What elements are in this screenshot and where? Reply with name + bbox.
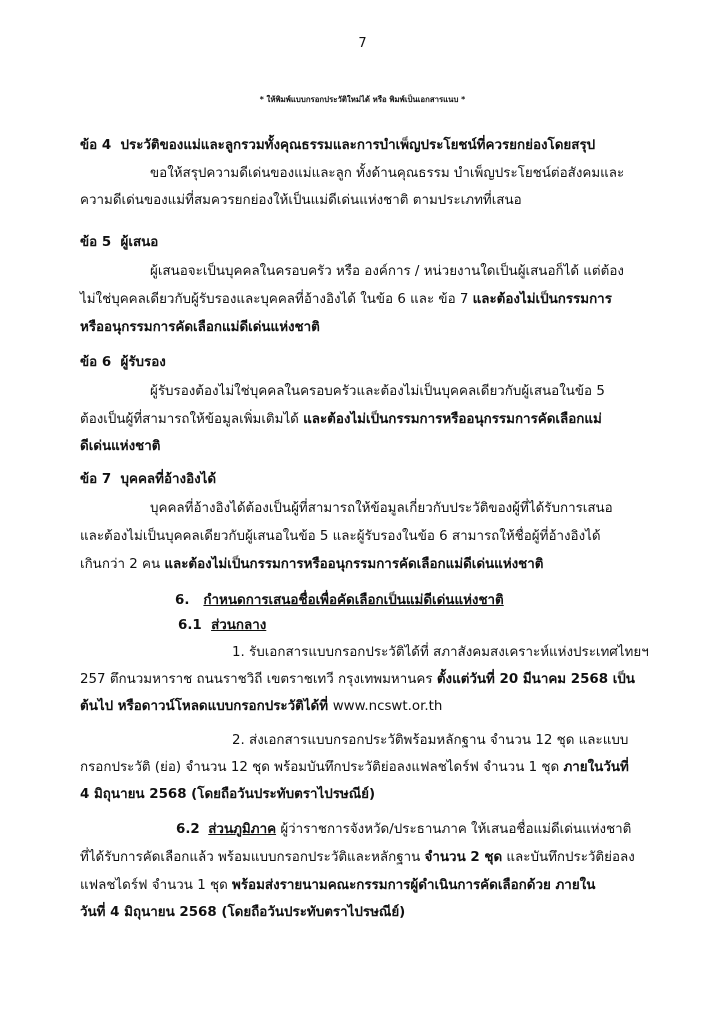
section-7-line-3 [80, 555, 544, 575]
item-2-line-2-text: กรอกประวัติ (ย่อ) จำนวน 12 ชุด พร้อมบันทึกประวัติย่อลงแฟลชไดร์ฟ จำนวน 1 ชุด [80, 760, 564, 775]
section-5-line-3: หรืออนุกรรมการคัดเลือกแม่ดีเด่นแห่งชาติ [80, 320, 320, 335]
section-6-number: ข้อ 6 [80, 355, 112, 370]
item-2-line-2 [80, 758, 629, 778]
section-6-line-2 [80, 410, 602, 430]
section-7-line-2: และต้องไม่เป็นบุคคลเดียวกับผู้เสนอในข้อ 5 และผู้รับรองในข้อ 6 สามารถให้ชื่อผู้ที่อ้างอิงได้ [80, 529, 601, 544]
subsection-6-2-line-3-bold: พร้อมส่งรายนามคณะกรรมการผู้ดำเนินการคัดเลือกด้วย ภายใน [232, 878, 596, 893]
section-4-line-1: ขอให้สรุปความดีเด่นของแม่และลูก ทั้งด้านคุณธรรม บำเพ็ญประโยชน์ต่อสังคมและ [150, 166, 625, 181]
subsection-6-1-title: ส่วนกลาง [211, 618, 267, 633]
subsection-6-2-line-3 [80, 876, 595, 896]
section-6-line-3: ดีเด่นแห่งชาติ [80, 439, 161, 454]
item-2-deadline-label: ภายในวันที่ [563, 760, 629, 775]
section-5-line-1: ผู้เสนอจะเป็นบุคคลในครอบครัว หรือ องค์การ / หน่วยงานใดเป็นผู้เสนอก็ได้ แต่ต้อง [150, 264, 624, 279]
part-6-number: 6. [175, 593, 190, 608]
print-note: * ให้พิมพ์แบบกรอกประวัติใหม่ได้ หรือ พิมพ์เป็นเอกสารแนบ * [259, 95, 466, 104]
page-number: 7 [358, 36, 367, 51]
subsection-6-2-line-2-text: ที่ได้รับการคัดเลือกแล้ว พร้อมแบบกรอกประวัติและหลักฐาน [80, 850, 425, 865]
subsection-6-2-line-4: วันที่ 4 มิถุนายน 2568 (โดยถือวันประทับตราไปรษณีย์) [80, 905, 406, 920]
subsection-6-2-copies: จำนวน 2 ชุด [424, 850, 503, 865]
section-5-number: ข้อ 5 [80, 235, 112, 250]
subsection-6-1-heading [178, 616, 266, 636]
subsection-6-2-number: 6.2 [176, 822, 200, 837]
subsection-6-1-number: 6.1 [178, 618, 202, 633]
section-7-title: บุคคลที่อ้างอิงได้ [120, 472, 217, 487]
section-6-line-1: ผู้รับรองต้องไม่ใช่บุคคลในครอบครัวและต้องไม่เป็นบุคคลเดียวกับผู้เสนอในข้อ 5 [150, 384, 605, 399]
item-1-date-start: ตั้งแต่วันที่ 20 มีนาคม 2568 เป็น [436, 672, 635, 687]
section-7-line-3-text: เกินกว่า 2 คน [80, 557, 165, 572]
subsection-6-2-line-3-text: แฟลชไดร์ฟ จำนวน 1 ชุด [80, 878, 233, 893]
section-5-title: ผู้เสนอ [120, 235, 159, 250]
section-6-title: ผู้รับรอง [120, 355, 166, 370]
section-7-heading [80, 470, 216, 490]
item-2-line-3: 4 มิถุนายน 2568 (โดยถือวันประทับตราไปรษณีย์) [80, 787, 376, 802]
section-7-line-1: บุคคลที่อ้างอิงได้ต้องเป็นผู้ที่สามารถให้ข้อมูลเกี่ยวกับประวัติของผู้ที่ได้รับการเสนอ [150, 501, 613, 516]
item-1-line-3 [80, 697, 442, 717]
item-1-line-2 [80, 670, 635, 690]
section-7-number: ข้อ 7 [80, 472, 112, 487]
website-link[interactable]: www.ncswt.or.th [332, 699, 443, 714]
section-6-heading [80, 353, 166, 373]
item-1-line-1: 1. รับเอกสารแบบกรอกประวัติได้ที่ สภาสังคมสงเคราะห์แห่งประเทศไทยฯ [232, 645, 649, 660]
section-5-heading [80, 233, 158, 253]
subsection-6-2-line-2 [80, 848, 635, 868]
subsection-6-2-title: ส่วนภูมิภาค [208, 822, 277, 837]
section-7-line-3-bold: และต้องไม่เป็นกรรมการหรืออนุกรรมการคัดเลือกแม่ดีเด่นแห่งชาติ [164, 557, 544, 572]
subsection-6-2-line-2-tail: และบันทึกประวัติย่อลง [502, 850, 635, 865]
section-4-title: ประวัติของแม่และลูกรวมทั้งคุณธรรมและการบำเพ็ญประโยชน์ที่ควรยกย่องโดยสรุป [120, 138, 596, 153]
item-1-line-2-text: 257 ตึกนวมหาราช ถนนราชวิถี เขตราชเทวี กรุงเทพมหานคร [80, 672, 437, 687]
part-6-title: กำหนดการเสนอชื่อเพื่อคัดเลือกเป็นแม่ดีเด่นแห่งชาติ [203, 593, 504, 608]
section-5-line-2-bold: และต้องไม่เป็นกรรมการ [472, 292, 612, 307]
item-2-line-1: 2. ส่งเอกสารแบบกรอกประวัติพร้อมหลักฐาน จำนวน 12 ชุด และแบบ [232, 733, 629, 748]
item-1-download-text: ต้นไป หรือดาวน์โหลดแบบกรอกประวัติได้ที่ [80, 699, 333, 714]
section-4-line-2: ความดีเด่นของแม่ที่สมควรยกย่องให้เป็นแม่ดีเด่นแห่งชาติ ตามประเภทที่เสนอ [80, 193, 522, 208]
section-5-line-2-text: ไม่ใช่บุคคลเดียวกับผู้รับรองและบุคคลที่อ้างอิงได้ ในข้อ 6 และ ข้อ 7 [80, 292, 473, 307]
part-6-heading [175, 591, 504, 611]
section-4-number: ข้อ 4 [80, 138, 112, 153]
section-6-line-2-bold: และต้องไม่เป็นกรรมการหรืออนุกรรมการคัดเลือกแม่ [303, 412, 602, 427]
section-5-line-2 [80, 290, 612, 310]
subsection-6-2-line-1-text: ผู้ว่าราชการจังหวัด/ประธานภาค ให้เสนอชื่อแม่ดีเด่นแห่งชาติ [276, 822, 632, 837]
section-4-heading [80, 136, 595, 156]
subsection-6-2-line-1 [176, 820, 631, 840]
section-6-line-2-text: ต้องเป็นผู้ที่สามารถให้ข้อมูลเพิ่มเติมได้ [80, 412, 304, 427]
